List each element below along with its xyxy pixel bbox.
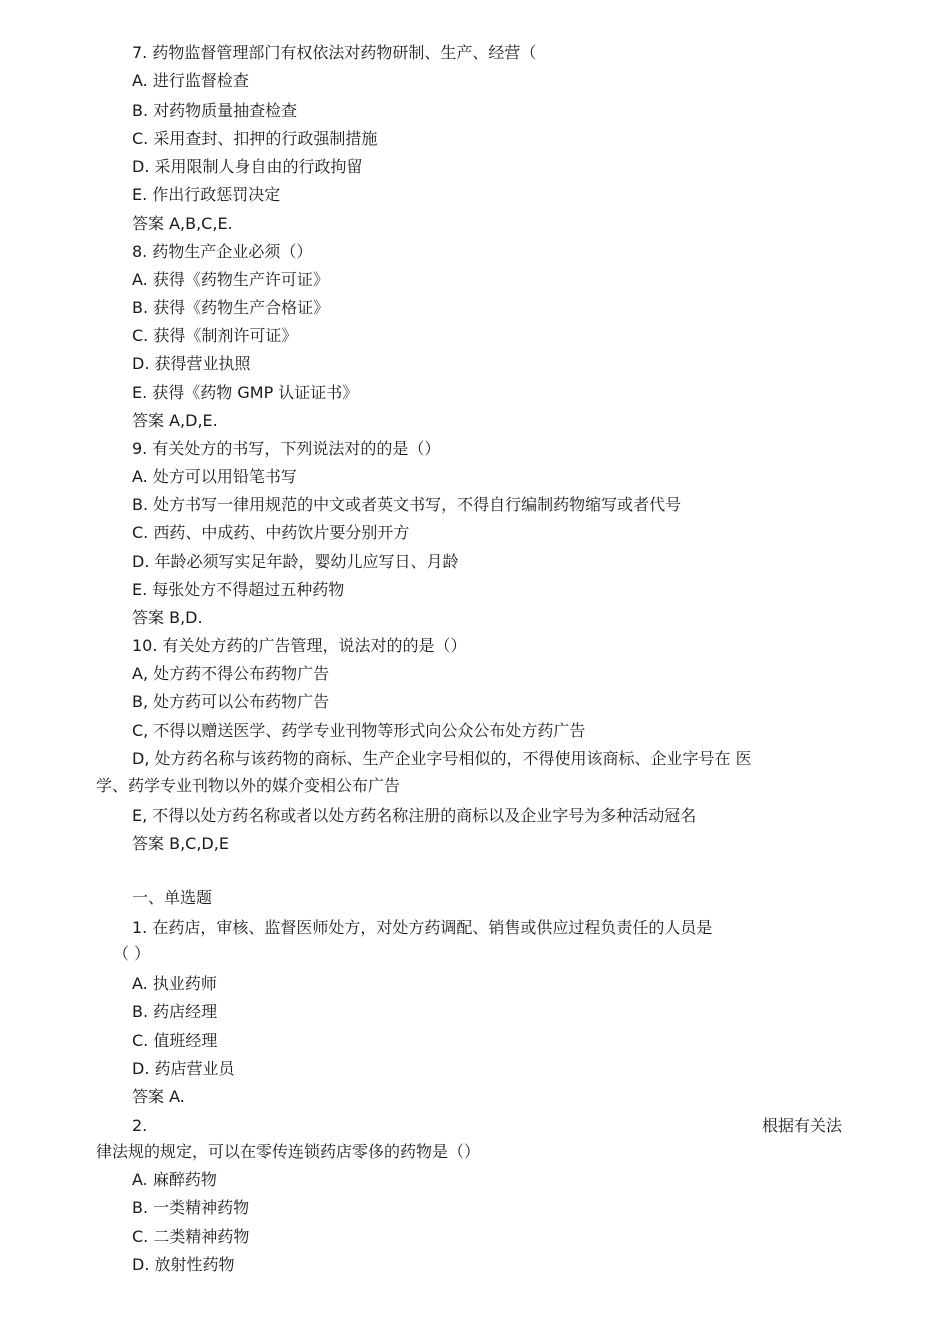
- q9-answer: 答案 B,D.: [132, 608, 203, 627]
- s2-option-d: D. 放射性药物: [132, 1255, 235, 1274]
- q10-option-d-line2: 学、药学专业刊物以外的媒介变相公布广告: [96, 776, 401, 795]
- q10-option-b: B, 处方药可以公布药物广告: [132, 692, 330, 711]
- q7-option-a: A. 进行监督检查: [132, 71, 249, 90]
- q10-option-e: E, 不得以处方药名称或者以处方药名称注册的商标以及企业字号为多种活动冠名: [132, 806, 697, 825]
- section-title: 一、单选题: [132, 888, 213, 907]
- q9-option-c: C. 西药、中成药、中药饮片要分别开方: [132, 523, 410, 542]
- q10-stem: 10. 有关处方药的广告管理，说法对的的是（）: [132, 636, 467, 655]
- s2-option-b: B. 一类精神药物: [132, 1198, 250, 1217]
- q10-option-a: A, 处方药不得公布药物广告: [132, 664, 330, 683]
- s2-option-a: A. 麻醉药物: [132, 1170, 217, 1189]
- q9-option-e: E. 每张处方不得超过五种药物: [132, 580, 345, 599]
- q9-option-d: D. 年龄必须写实足年龄，婴幼儿应写日、月龄: [132, 552, 459, 571]
- q10-option-d-line1: D, 处方药名称与该药物的商标、生产企业字号相似的，不得使用该商标、企业字号在 医: [132, 749, 752, 768]
- s2-stem-line2: 律法规的规定，可以在零传连锁药店零侈的药物是（）: [96, 1142, 481, 1161]
- s1-option-d: D. 药店营业员: [132, 1059, 235, 1078]
- q7-option-c: C. 采用查封、扣押的行政强制措施: [132, 129, 378, 148]
- q7-answer: 答案 A,B,C,E.: [132, 214, 233, 233]
- q8-option-b: B. 获得《药物生产合格证》: [132, 298, 330, 317]
- s1-option-c: C. 值班经理: [132, 1031, 218, 1050]
- q8-stem: 8. 药物生产企业必须（）: [132, 242, 313, 261]
- s2-option-c: C. 二类精神药物: [132, 1227, 250, 1246]
- q8-option-a: A. 获得《药物生产许可证》: [132, 270, 329, 289]
- s1-option-b: B. 药店经理: [132, 1002, 218, 1021]
- q7-option-e: E. 作出行政惩罚决定: [132, 185, 281, 204]
- q7-option-d: D. 采用限制人身自由的行政拘留: [132, 157, 363, 176]
- s1-option-a: A. 执业药师: [132, 974, 217, 993]
- s2-number: 2.: [132, 1116, 148, 1135]
- q7-option-b: B. 对药物质量抽查检查: [132, 101, 298, 120]
- q8-option-c: C. 获得《制剂许可证》: [132, 326, 298, 345]
- q10-answer: 答案 B,C,D,E: [132, 834, 229, 853]
- q8-answer: 答案 A,D,E.: [132, 411, 218, 430]
- q8-option-e: E. 获得《药物 GMP 认证证书》: [132, 383, 359, 402]
- s1-stem-line2: （ ）: [113, 944, 151, 963]
- s1-answer: 答案 A.: [132, 1087, 185, 1106]
- q9-option-b: B. 处方书写一律用规范的中文或者英文书写，不得自行编制药物缩写或者代号: [132, 495, 682, 514]
- q9-stem: 9. 有关处方的书写，下列说法对的的是（）: [132, 439, 441, 458]
- s1-stem-line1: 1. 在药店，审核、监督医师处方，对处方药调配、销售或供应过程负责任的人员是: [132, 918, 713, 937]
- s2-stem-right: 根据有关法: [761, 1116, 842, 1135]
- q8-option-d: D. 获得营业执照: [132, 354, 251, 373]
- q9-option-a: A. 处方可以用铅笔书写: [132, 467, 297, 486]
- q10-option-c: C, 不得以赠送医学、药学专业刊物等形式向公众公布处方药广告: [132, 721, 586, 740]
- q7-stem: 7. 药物监督管理部门有权依法对药物研制、生产、经营（: [132, 43, 537, 62]
